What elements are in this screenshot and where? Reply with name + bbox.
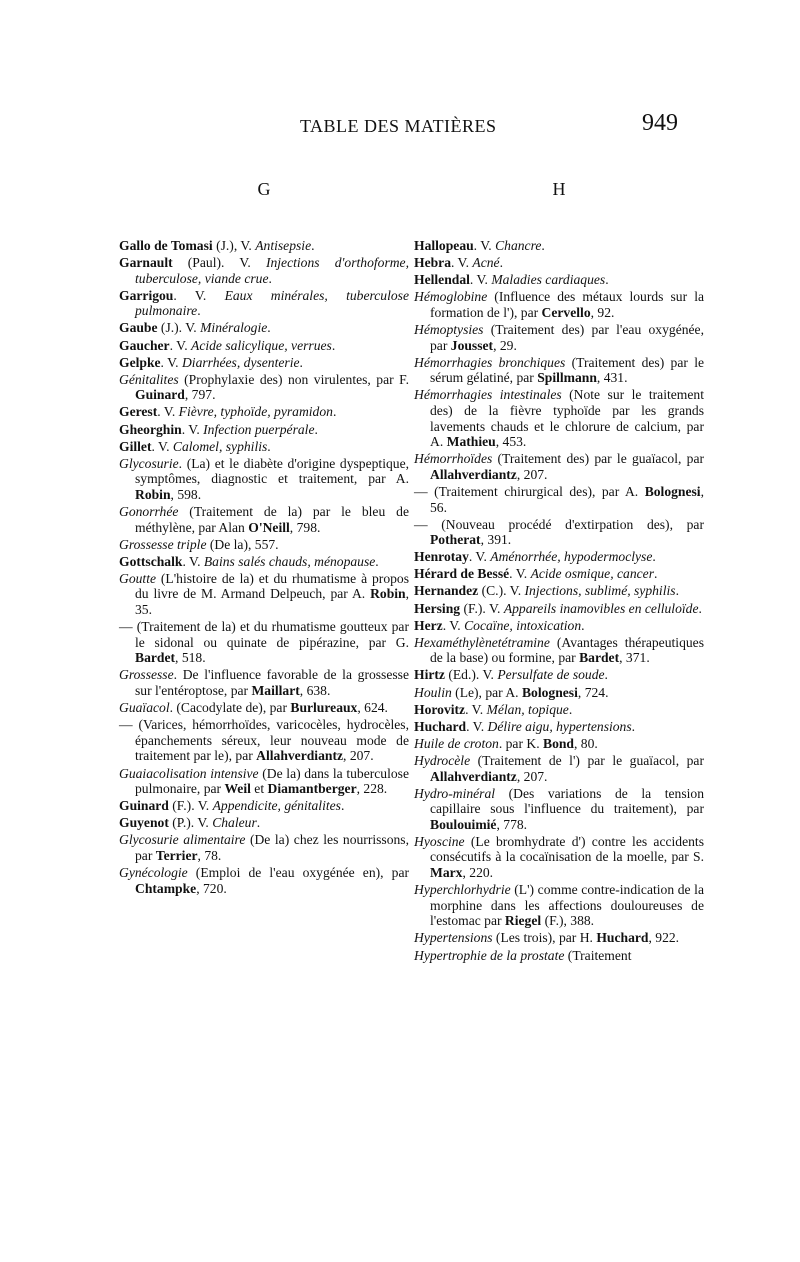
index-entry: Hydrocèle (Traitement de l') par le guaïacol, par Allahverdiantz, 207.	[414, 752, 704, 784]
index-entry: Hallopeau. V. Chancre.	[414, 238, 545, 253]
index-entry: Hémoglobine (Influence des métaux lourds sur la formation de l'), par Cervello, 92.	[414, 289, 704, 320]
index-entry: Guinard (F.). V. Appendicite, génitalites.	[119, 798, 345, 814]
index-entry: Herz. V. Cocaïne, intoxication.	[414, 617, 585, 633]
index-entry: Guaiacolisation intensive (De la) dans la tuberculose pulmonaire, par Weil et Diamantberger, 228.	[119, 765, 410, 797]
index-entry: Hersing (F.). V. Appareils inamovibles en celluloïde.	[414, 600, 702, 616]
index-entry: Hebra. V. Acné.	[414, 255, 503, 271]
index-entry: Gynécologie (Emploi de l'eau oxygénée en), par Chtampke, 720.	[119, 865, 409, 896]
index-entry: Hérard de Bessé. V. Acide osmique, cancer.	[414, 566, 658, 582]
index-entry: Hyoscine (Le bromhydrate d') contre les accidents consécutifs à la cocaïnisation de la moelle, par S. Marx, 220.	[414, 833, 704, 881]
index-entry: Gelpke. V. Diarrhées, dysenterie.	[119, 354, 303, 370]
index-column-h	[414, 178, 704, 965]
index-entry: Hellendal. V. Maladies cardiaques.	[414, 272, 609, 288]
index-entry: Houlin (Le), par A. Bolognesi, 724.	[414, 684, 609, 700]
index-entry: Gillet. V. Calomel, syphilis.	[119, 438, 271, 454]
index-entry: Hémorrhoïdes (Traitement des) par le guaïacol, par Allahverdiantz, 207.	[414, 451, 704, 482]
index-entry: Gonorrhée (Traitement de la) par le bleu de méthylène, par Alan O'Neill, 798.	[119, 504, 409, 535]
index-column-g	[119, 178, 409, 898]
running-title: TABLE DES MATIÈRES	[300, 116, 497, 136]
entry-list	[119, 238, 409, 896]
index-entry: Hernandez (C.). V. Injections, sublimé, syphilis.	[414, 583, 679, 599]
index-entry: — (Nouveau procédé d'extirpation des), par Potherat, 391.	[414, 516, 704, 548]
index-entry: Garrigou. V. Eaux minérales, tuberculose pulmonaire.	[119, 287, 409, 319]
index-entry: — (Varices, hémorrhoïdes, varicocèles, hydrocèles, épanchements séreux, leur nouveau mode de traitement par le), par Allahverdiantz, 207.	[119, 717, 409, 764]
index-entry: Huchard. V. Délire aigu, hypertensions.	[414, 718, 636, 734]
index-entry: Grossesse triple (De la), 557.	[119, 536, 279, 552]
index-entry: Hexaméthylènetétramine (Avantages thérapeutiques de la base) ou formine, par Bardet, 371.	[414, 634, 704, 666]
index-entry: Hyperchlorhydrie (L') comme contre-indication de la morphine dans les affections douloureuses de l'estomac par Riegel (F.), 388.	[414, 882, 704, 929]
section-letter: H	[552, 179, 566, 199]
index-entry: Hémorrhagies intestinales (Note sur le traitement des) de la fièvre typhoïde par les grands lavements chauds et le chlorure de calcium, par A. Mathieu, 453.	[414, 387, 704, 450]
running-head	[0, 108, 800, 148]
index-entry: Hémorrhagies bronchiques (Traitement des) par le sérum gélatiné, par Spillmann, 431.	[414, 354, 704, 386]
index-entry: — (Traitement de la) et du rhumatisme goutteux par le sidonal ou quinate de pipérazine, par G. Bardet, 518.	[119, 619, 409, 666]
index-entry: Gaube (J.). V. Minéralogie.	[119, 320, 271, 336]
index-entry: Garnault (Paul). V. Injections d'orthoforme, tuberculose, viande crue.	[119, 255, 409, 286]
index-entry: Hypertrophie de la prostate (Traitement	[414, 947, 632, 963]
index-entry: Goutte (L'histoire de la) et du rhumatisme à propos du livre de M. Armand Delpeuch, par A. Robin, 35.	[119, 570, 409, 618]
index-entry: Hémoptysies (Traitement des) par l'eau oxygénée, par Jousset, 29.	[414, 321, 704, 353]
index-entry: Guaïacol. (Cacodylate de), par Burlureaux, 624.	[119, 700, 388, 716]
index-entry: Gerest. V. Fièvre, typhoïde, pyramidon.	[119, 404, 337, 420]
index-entry: Gallo de Tomasi (J.), V. Antisepsie.	[119, 238, 315, 253]
index-entry: Glycosurie. (La) et le diabète d'origine dyspeptique, symptômes, diagnostic et traitement, par A. Robin, 598.	[119, 455, 409, 502]
index-entry: Horovitz. V. Mélan, topique.	[414, 701, 573, 717]
index-entry: Glycosurie alimentaire (De la) chez les nourrissons, par Terrier, 78.	[119, 832, 409, 863]
index-entry: — (Traitement chirurgical des), par A. Bolognesi, 56.	[414, 483, 704, 515]
index-entry: Hydro-minéral (Des variations de la tension capillaire sous l'influence du traitement), par Boulouimié, 778.	[414, 785, 704, 832]
index-entry: Henrotay. V. Aménorrhée, hypodermoclyse.	[414, 549, 656, 565]
index-entry: Huile de croton. par K. Bond, 80.	[414, 735, 598, 751]
index-entry: Génitalites (Prophylaxie des) non virulentes, par F. Guinard, 797.	[119, 371, 409, 403]
index-entry: Hirtz (Ed.). V. Persulfate de soude.	[414, 667, 608, 683]
entry-list	[414, 238, 704, 963]
index-entry: Gottschalk. V. Bains salés chauds, ménopause.	[119, 553, 379, 569]
index-entry: Guyenot (P.). V. Chaleur.	[119, 815, 261, 831]
index-entry: Gheorghin. V. Infection puerpérale.	[119, 421, 318, 437]
index-entry: Grossesse. De l'influence favorable de la grossesse sur l'entéroptose, par Maillart, 638.	[119, 667, 409, 699]
page-number: 949	[642, 110, 678, 136]
index-entry: Gaucher. V. Acide salicylique, verrues.	[119, 337, 336, 353]
section-letter: G	[257, 179, 271, 199]
index-entry: Hypertensions (Les trois), par H. Huchard, 922.	[414, 930, 680, 946]
